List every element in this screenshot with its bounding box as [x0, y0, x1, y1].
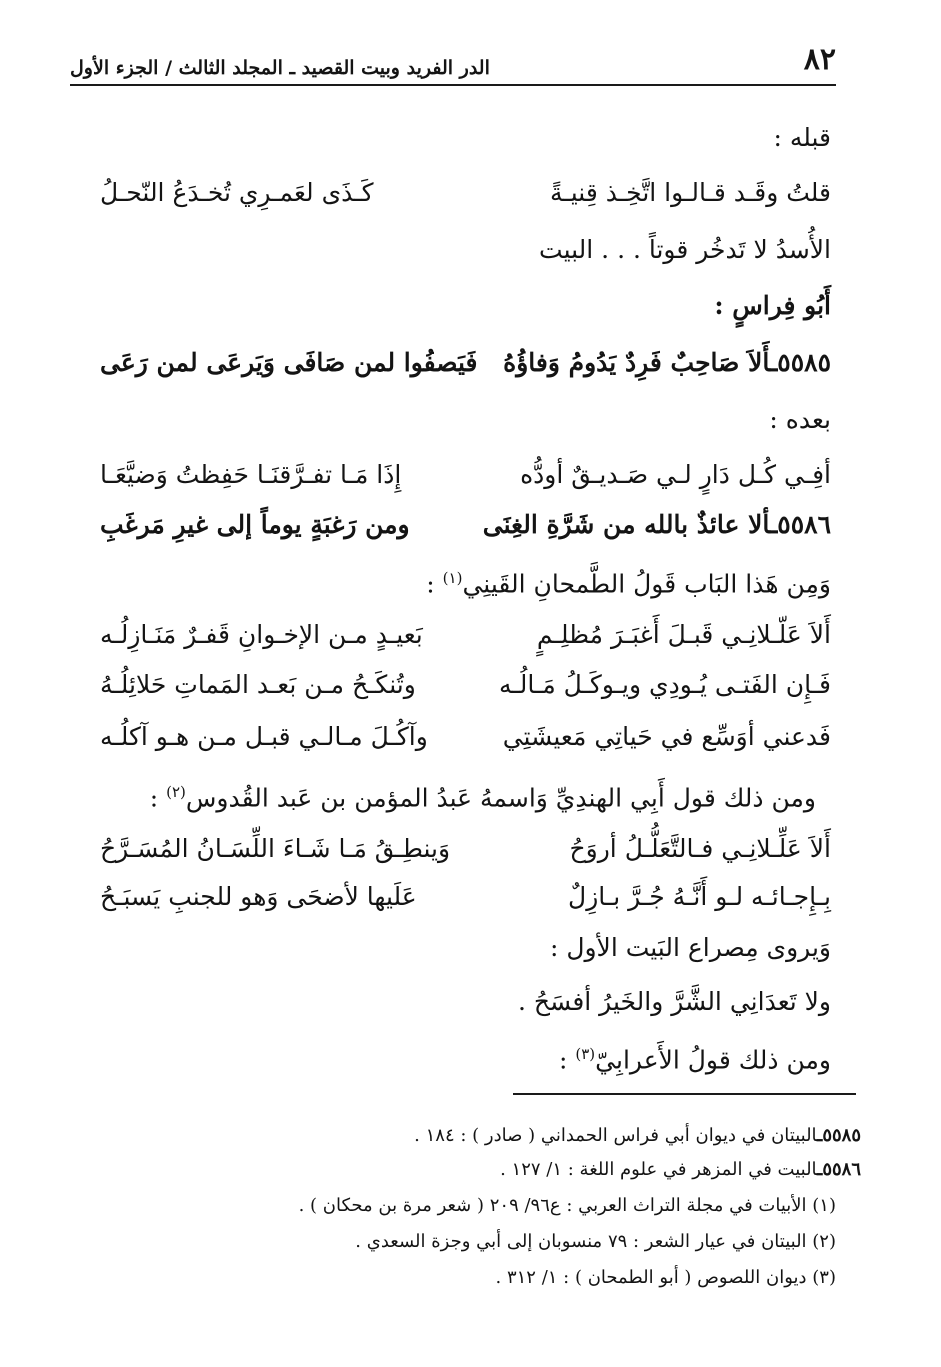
verse-7-second-hemistich: عَلَيها لأضحَى وَهو للجنبِ يَسبَـحُ	[100, 882, 417, 911]
verse-5586	[100, 502, 831, 548]
verse-6	[100, 826, 831, 872]
variant-intro: وَيروى مِصراع البَيت الأول :	[549, 933, 831, 962]
verse-6-first-hemistich: أَلاَ عَلِّـلانِـي فـالتَّعَلُّـلُ أروَحُ	[569, 834, 831, 863]
intro-tamhan: وَمِن هَذا البَاب قَولُ الطَّمحانِ القَينِي$^{(١)}$ :	[426, 569, 831, 599]
intro-arabi: ومن ذلك قولُ الأَعرابِيّ$^{(٣)}$ :	[559, 1045, 831, 1075]
verse-5586-first-hemistich: ٥٥٨٦ـألا عائذٌ بالله من شَرَّةِ الغِنَى	[482, 510, 831, 539]
verse-2-second-hemistich: إِذَا مَـا تفـرَّقنَـا حَفِظتُ وَضيَّعَـا	[100, 460, 402, 489]
intro-abu-al-hindi: ومن ذلك قول أَبِي الهندِيِّ وَاسمهُ عَبدُ المؤمن بن عَبد القُدوس$^{(٢)}$ :	[149, 783, 816, 813]
verse-1-continuation: الأُسدُ لا تَدخُر قوتاً . . . البيت	[539, 235, 831, 264]
verse-1	[100, 170, 831, 216]
page-number: ٨٢	[803, 42, 836, 77]
verse-1-first-hemistich: قلتُ وقَـد قـالـوا اتَّخِـذ قِنيـةً	[550, 178, 831, 207]
verse-4-first-hemistich: فَـإِن الفَتـى يُـودِي ويـوكَـلُ مَـالُـه	[499, 670, 831, 699]
verse-5	[100, 714, 831, 760]
verse-5-first-hemistich: فَدعني أوَسِّع في حَياتِي مَعيشَتِي	[502, 722, 831, 751]
footnote-5585: ٥٥٨٥ـالبيتان في ديوان أبي فراس الحمداني ( صادر ) : ١٨٤ .	[414, 1125, 861, 1146]
verse-6-second-hemistich: وَينطِـقُ مَـا شَـاءَ اللِّسَـانُ المُسَـرَّحُ	[100, 834, 451, 863]
footnote-2: (٢) البيتان في عيار الشعر : ٧٩ منسوبان إلى أبي وجزة السعدي .	[355, 1231, 836, 1252]
poet-name-abu-firas: أَبُو فِراسٍ :	[714, 291, 831, 320]
verse-4	[100, 662, 831, 708]
footnote-ref-2[interactable]: (٢)	[166, 783, 186, 801]
footnote-divider	[513, 1093, 856, 1095]
verse-number-5586: ٥٥٨٦ـ	[769, 510, 831, 539]
verse-5585-first-hemistich: ٥٥٨٥ـأَلاَ صَاحِبٌ فَرِدٌ يَدُومُ وَفاؤُهُ	[503, 348, 831, 377]
verse-3-first-hemistich: أَلاَ عَلّـلانِـي قَبـلَ أَغبَـرَ مُظلِـمٍ	[536, 620, 831, 649]
verse-7	[100, 874, 831, 920]
footnote-ref-1[interactable]: (١)	[442, 569, 463, 587]
footnote-1: (١) الأبيات في مجلة التراث العربي : ع٩٦/ ٢٠٩ ( شعر مرة بن محكان ) .	[298, 1195, 836, 1216]
verse-5-second-hemistich: وآكُـلَ مـالـي قبـل مـن هـو آكلُـه	[100, 722, 428, 751]
qablahu-label: قبله :	[773, 123, 831, 152]
footnote-ref-3[interactable]: (٣)	[575, 1045, 596, 1063]
verse-3-second-hemistich: بَعيـدٍ مـن الإخـوانِ قَفـرٌ مَنَـازِلُـه	[100, 620, 423, 649]
verse-5585	[100, 340, 831, 386]
verse-4-second-hemistich: وتُنكَـحُ مـن بَعـد المَماتِ حَلائِلُـهُ	[100, 670, 416, 699]
verse-5585-second-hemistich: فَيَصفُوا لمن صَافَى وَيَرعَى لمن رَعَى	[100, 348, 478, 377]
verse-1-second-hemistich: كَـذَى لعَمـرِي تُخـدَعُ النّحـلُ	[100, 178, 374, 207]
running-title: الدر الفريد وبيت القصيد ـ المجلد الثالث / الجزء الأول	[70, 57, 490, 79]
variant-line: ولا تَعدَانِي الشَّرَّ والخَيرُ أفسَحُ .	[517, 987, 831, 1016]
verse-3	[100, 612, 831, 658]
verse-7-first-hemistich: بِـإِجـائـه لـو أَنَّـهُ جُـرَّ بـازِلٌ	[568, 882, 831, 911]
verse-number-5585: ٥٥٨٥ـ	[769, 348, 831, 377]
verse-2	[100, 452, 831, 498]
badahu-label: بعده :	[769, 405, 831, 434]
verse-2-first-hemistich: أفِـي كُـل دَارٍ لـي صَـديـقٌ أودُّه	[520, 460, 831, 489]
footnote-3: (٣) ديوان اللصوص ( أبو الطمحان ) : ١/ ٣١٢ .	[495, 1267, 836, 1288]
footnote-5586: ٥٥٨٦ـالبيت في المزهر في علوم اللغة : ١/ ١٢٧ .	[500, 1159, 861, 1180]
verse-5586-second-hemistich: ومن رَغبَةٍ يوماً إلى غيرِ مَرغَبِ	[100, 510, 410, 539]
page-header	[70, 40, 836, 86]
